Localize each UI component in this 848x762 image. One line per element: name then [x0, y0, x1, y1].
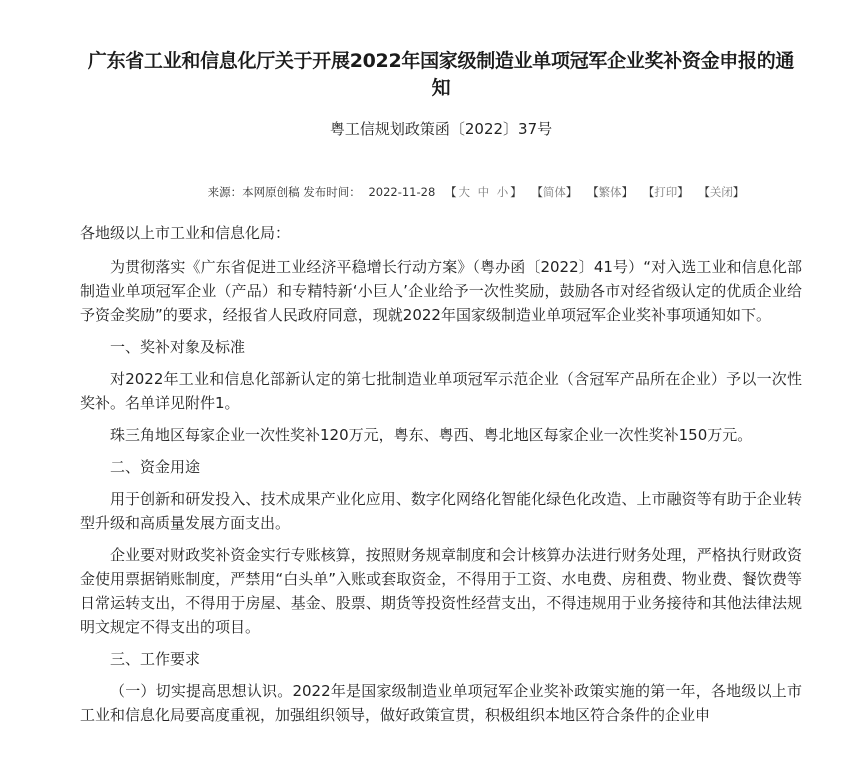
- section-heading-3: 三、工作要求: [110, 650, 201, 668]
- simplified-chinese-button[interactable]: 简体: [542, 185, 566, 199]
- section-heading-2: 二、资金用途: [110, 458, 201, 476]
- close-button[interactable]: 关闭: [709, 185, 733, 199]
- source-label: 来源：: [207, 185, 243, 199]
- font-size-small-button[interactable]: 小: [496, 185, 509, 199]
- section2-paragraph-2: 企业要对财政奖补资金实行专账核算，按照财务规章制度和会计核算办法进行财务处理，严格执行财政资金使用票据销账制度，严禁用“白头单”入账或套取资金，不得用于工资、水电费、房租费、物业费、餐饮费等日常运转支出，不得用于房屋、基金、股票、期货等投资性经营支出，不得违规用于业务接待和其他法律法规明文规定不得支出的项目。: [80, 546, 802, 636]
- publish-date-label: 发布时间：: [303, 185, 361, 199]
- traditional-wrap: 【繁体】: [587, 185, 634, 199]
- article-meta-bar: [150, 184, 802, 200]
- simplified-wrap: 【简体】: [531, 185, 578, 199]
- section1-paragraph-1: 对2022年工业和信息化部新认定的第七批制造业单项冠军示范企业（含冠军产品所在企业）予以一次性奖补。名单详见附件1。: [80, 370, 802, 412]
- close-wrap: 【关闭】: [698, 185, 745, 199]
- section2-paragraph-1: 用于创新和研发投入、技术成果产业化应用、数字化网络化智能化绿色化改造、上市融资等有助于企业转型升级和高质量发展方面支出。: [80, 490, 802, 532]
- article: [80, 48, 802, 727]
- font-size-controls: 【 大 中 小 】: [444, 185, 522, 199]
- print-wrap: 【打印】: [642, 185, 689, 199]
- source-value: 本网原创稿: [242, 185, 300, 199]
- article-body: [80, 221, 802, 727]
- section1-paragraph-2: 珠三角地区每家企业一次性奖补120万元，粤东、粤西、粤北地区每家企业一次性奖补150万元。: [110, 426, 753, 444]
- font-size-medium-button[interactable]: 中: [477, 185, 490, 199]
- publish-date: 2022-11-28: [368, 185, 436, 199]
- salutation: 各地级以上市工业和信息化局：: [80, 224, 291, 242]
- section-heading-1: 一、奖补对象及标准: [110, 338, 246, 356]
- intro-paragraph: 为贯彻落实《广东省促进工业经济平稳增长行动方案》（粤办函〔2022〕41号）“对入选工业和信息化部制造业单项冠军企业（产品）和专精特新‘小巨人’企业给予一次性奖励，鼓励各市对经省级认定的优质企业给予资金奖励”的要求，经报省人民政府同意，现就2022年国家级制造业单项冠军企业奖补事项通知如下。: [80, 258, 802, 324]
- page-title: 广东省工业和信息化厅关于开展2022年国家级制造业单项冠军企业奖补资金申报的通知: [87, 50, 795, 99]
- section3-paragraph-1: （一）切实提高思想认识。2022年是国家级制造业单项冠军企业奖补政策实施的第一年，各地级以上市工业和信息化局要高度重视，加强组织领导，做好政策宣贯，积极组织本地区符合条件的企业申: [80, 682, 802, 724]
- font-size-large-button[interactable]: 大: [458, 185, 470, 199]
- print-button[interactable]: 打印: [654, 185, 678, 199]
- traditional-chinese-button[interactable]: 繁体: [598, 185, 622, 199]
- document-number: 粤工信规划政策函〔2022〕37号: [329, 120, 553, 138]
